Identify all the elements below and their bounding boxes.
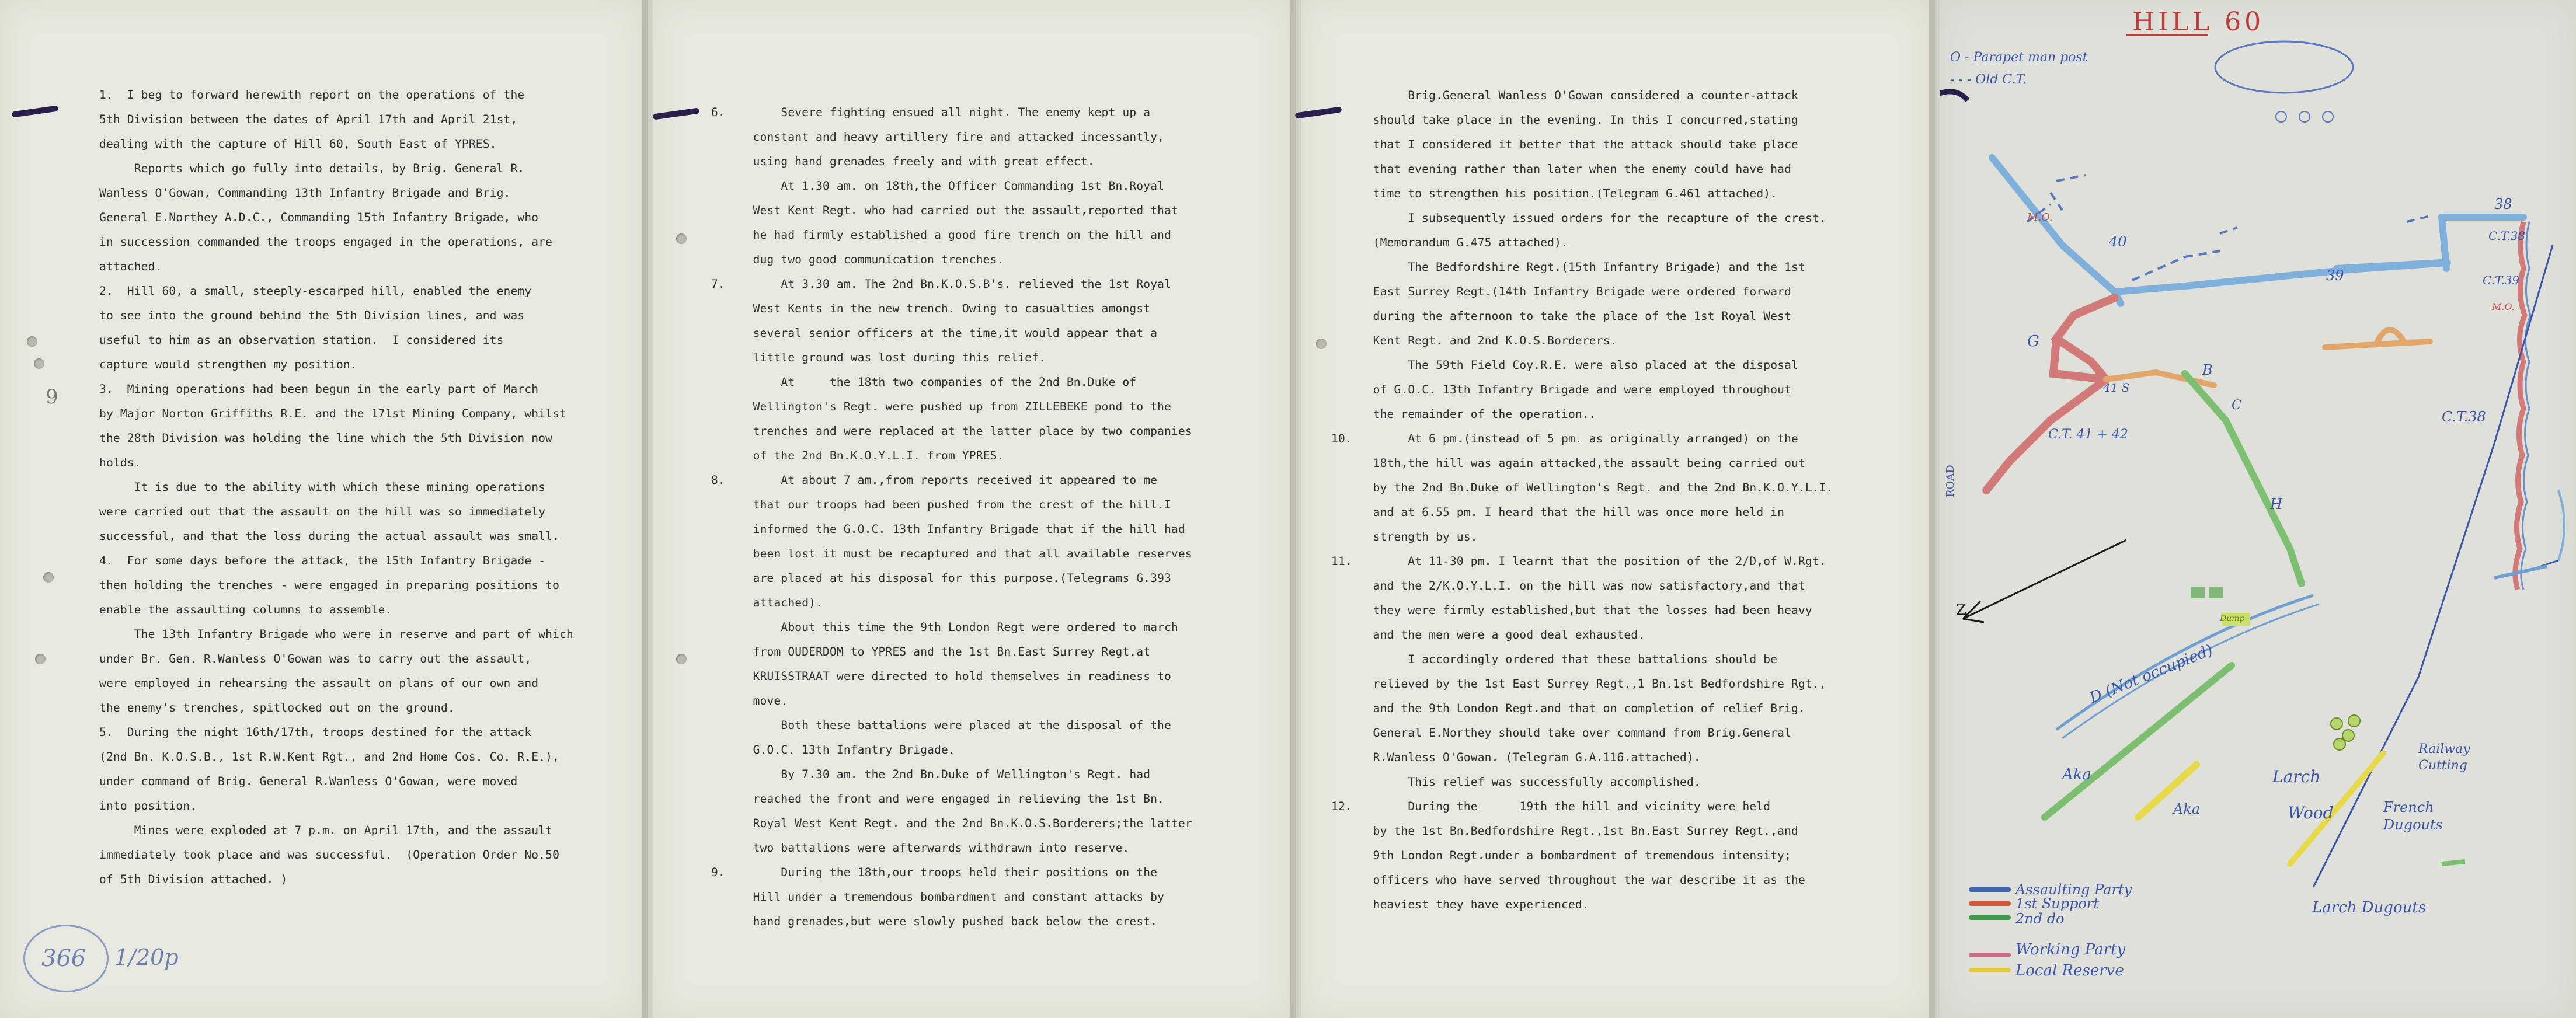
legend-label-2: 2nd do xyxy=(2015,911,2065,927)
typed-line: the remainder of the operation.. xyxy=(1331,407,1596,421)
post-marker xyxy=(2276,111,2286,122)
typed-line: several senior officers at the time,it would appear that a xyxy=(711,326,1158,340)
typed-line: R.Wanless O'Gowan. (Telegram G.A.116.attached). xyxy=(1331,751,1701,764)
label-ct39: C.T.39 xyxy=(2483,273,2520,287)
typed-line: been lost it must be recaptured and that all available reserves xyxy=(711,547,1192,560)
typed-line: and the 9th London Regt.and that on completion of relief Brig. xyxy=(1331,702,1805,715)
typed-line: the enemy's trenches, spitlocked out on the ground. xyxy=(99,701,455,714)
edge-scribble xyxy=(2558,490,2564,560)
typed-line: during the afternoon to take the place of the 1st Royal West xyxy=(1331,309,1792,323)
typed-line: the 28th Division was holding the line which the 5th Division now xyxy=(99,431,553,445)
typed-line: they were firmly established,but that the losses had been heavy xyxy=(1331,604,1812,617)
label-mo-right: M.O. xyxy=(2492,301,2515,312)
typed-line: By 7.30 am. the 2nd Bn.Duke of Wellington's Regt. had xyxy=(711,768,1151,781)
label-c: C xyxy=(2232,398,2241,413)
label-z: Z xyxy=(1956,601,1967,619)
typed-line: of G.O.C. 13th Infantry Brigade and were employed throughout xyxy=(1331,383,1792,396)
crater-outline xyxy=(2215,41,2353,93)
typed-line: Royal West Kent Regt. and the 2nd Bn.K.O.S.Borderers;the latter xyxy=(711,817,1192,830)
typed-line: West Kents in the new trench. Owing to casualties amongst xyxy=(711,302,1151,315)
typed-line: under Br. Gen. R.Wanless O'Gowan was to carry out the assault, xyxy=(99,652,532,665)
typed-line: General E.Northey A.D.C., Commanding 15th Infantry Brigade, who xyxy=(99,211,539,224)
label-aka-2: Aka xyxy=(2173,801,2201,817)
typed-line: Brig.General Wanless O'Gowan considered a counter-attack xyxy=(1331,89,1798,102)
punch-hole xyxy=(1316,339,1327,349)
typed-line: 5th Division between the dates of April 17th and April 21st, xyxy=(99,113,518,126)
typed-line: by the 2nd Bn.Duke of Wellington's Regt. and the 2nd Bn.K.O.Y.L.I. xyxy=(1331,481,1833,494)
label-larch: Larch xyxy=(2272,767,2321,786)
typed-line: Reports which go fully into details, by Brig. General R. xyxy=(99,162,525,175)
typed-line: Mines were exploded at 7 p.m. on April 17th, and the assault xyxy=(99,824,553,837)
dugout-mark xyxy=(2342,730,2354,741)
label-g: G xyxy=(2027,333,2039,350)
label-wood: Wood xyxy=(2288,803,2334,822)
typed-line: officers who have served throughout the war describe it as the xyxy=(1331,873,1805,887)
typed-line: The 13th Infantry Brigade who were in reserve and part of which xyxy=(99,627,573,641)
green-mark xyxy=(2442,862,2465,864)
legend-swatches xyxy=(1971,890,2008,970)
label-french-dugouts: French Dugouts xyxy=(2383,799,2443,833)
typed-line: that I considered it better that the attack should take place xyxy=(1331,138,1798,151)
typed-line: constant and heavy artillery fire and attacked incessantly, xyxy=(711,130,1165,144)
label-ct41-42: C.T. 41 + 42 xyxy=(2048,427,2128,442)
typed-line: Both these battalions were placed at the disposal of the xyxy=(711,719,1172,732)
typed-line: of 5th Division attached. ) xyxy=(99,873,288,886)
label-39: 39 xyxy=(2326,267,2344,284)
post-marker xyxy=(2323,111,2333,122)
typed-line: I accordingly ordered that these battalions should be xyxy=(1331,653,1778,666)
typed-line: by Major Norton Griffiths R.E. and the 171st Mining Company, whilst xyxy=(99,407,566,420)
typed-line: 9. During the 18th,our troops held their positions on the xyxy=(711,866,1158,879)
typed-line: 12. During the 19th the hill and vicinity were held xyxy=(1331,800,1771,813)
typed-line: trenches and were replaced at the latter place by two companies xyxy=(711,424,1192,438)
typed-line: G.O.C. 13th Infantry Brigade. xyxy=(711,743,955,756)
dugout-mark xyxy=(2334,738,2345,750)
typed-line: of the 2nd Bn.K.O.Y.L.I. from YPRES. xyxy=(711,449,1004,462)
typed-line: were carried out that the assault on the hill was so immediately xyxy=(99,505,546,518)
typed-line: East Surrey Regt.(14th Infantry Brigade were ordered forward xyxy=(1331,285,1792,298)
typed-line: 8. At about 7 am.,from reports received it appeared to me xyxy=(711,473,1158,487)
label-b: B xyxy=(2202,362,2213,378)
typed-line: by the 1st Bn.Bedfordshire Regt.,1st Bn.East Surrey Regt.,and xyxy=(1331,824,1798,838)
label-mo-left: M.O. xyxy=(2027,211,2053,224)
typed-line: The Bedfordshire Regt.(15th Infantry Brigade) and the 1st xyxy=(1331,260,1805,274)
typed-line: that our troops had been pushed from the crest of the hill.I xyxy=(711,498,1172,511)
typed-line: 10. At 6 pm.(instead of 5 pm. as originally arranged) on the xyxy=(1331,432,1798,445)
blue-trench xyxy=(1992,158,2526,304)
post-square xyxy=(2209,587,2223,598)
typed-line: The 59th Field Coy.R.E. were also placed at the disposal xyxy=(1331,358,1798,372)
label-38: 38 xyxy=(2494,196,2512,212)
typed-line: were employed in rehearsing the assault on plans of our own and xyxy=(99,677,539,690)
typed-line: from OUDERDOM to YPRES and the 1st Bn.East Surrey Regt.at xyxy=(711,645,1151,658)
typed-line: informed the G.O.C. 13th Infantry Brigade that if the hill had xyxy=(711,522,1185,536)
typed-line: move. xyxy=(711,694,788,707)
typed-line: little ground was lost during this relief. xyxy=(711,351,1046,364)
typed-line: At 1.30 am. on 18th,the Officer Commanding 1st Bn.Royal xyxy=(711,179,1165,193)
typed-line: dug two good communication trenches. xyxy=(711,253,1004,266)
typed-line: useful to him as an observation station. I considered its xyxy=(99,333,504,347)
typed-line: using hand grenades freely and with great effect. xyxy=(711,155,1095,168)
punch-hole xyxy=(27,336,37,347)
typed-line: It is due to the ability with which these mining operations xyxy=(99,480,546,494)
typed-line: Wellington's Regt. were pushed up from ZILLEBEKE pond to the xyxy=(711,400,1172,413)
label-h: H xyxy=(2270,496,2282,513)
page-1-text xyxy=(99,83,573,892)
report-page-3 xyxy=(1301,0,1935,1018)
typed-line: he had firmly established a good fire trench on the hill and xyxy=(711,228,1172,242)
typed-line: immediately took place and was successful. (Operation Order No.50 xyxy=(99,848,560,862)
legend-label-1: 1st Support xyxy=(2015,895,2100,912)
map-legend-top-2: - - - Old C.T. xyxy=(1950,72,2027,87)
red-trench xyxy=(1986,298,2115,490)
typed-line: attached). xyxy=(711,596,823,609)
typed-line: are placed at his disposal for this purpose.(Telegrams G.393 xyxy=(711,571,1172,585)
typed-line: to see into the ground behind the 5th Division lines, and was xyxy=(99,309,525,322)
post-marker xyxy=(2299,111,2310,122)
typed-line: 4. For some days before the attack, the 15th Infantry Brigade - xyxy=(99,554,546,567)
label-aka-1: Aka xyxy=(2062,766,2092,783)
typed-line: 3. Mining operations had been begun in the early part of March xyxy=(99,382,539,396)
typed-line: into position. xyxy=(99,799,197,813)
page-3-text xyxy=(1331,83,1833,917)
typed-line: two battalions were afterwards withdrawn into reserve. xyxy=(711,841,1130,855)
typed-line: Wanless O'Gowan, Commanding 13th Infantry Brigade and Brig. xyxy=(99,186,511,200)
typed-line: 1. I beg to forward herewith report on the operations of the xyxy=(99,88,525,102)
punch-hole xyxy=(676,233,687,244)
dugout-mark xyxy=(2348,715,2360,727)
typed-line: General E.Northey should take over command from Brig.General xyxy=(1331,726,1792,740)
typed-line: KRUISSTRAAT were directed to hold themselves in readiness to xyxy=(711,670,1172,683)
hill-60-sketch-map xyxy=(1940,0,2576,1018)
typed-line: 5. During the night 16th/17th, troops destined for the attack xyxy=(99,726,532,739)
punch-hole xyxy=(43,572,54,583)
binding-tag xyxy=(653,107,700,120)
typed-line: should take place in the evening. In this I concurred,stating xyxy=(1331,113,1798,127)
typed-line: reached the front and were engaged in relieving the 1st Bn. xyxy=(711,792,1165,806)
typed-line: time to strengthen his position.(Telegram G.461 attached). xyxy=(1331,187,1778,200)
typed-line: (Memorandum G.475 attached). xyxy=(1331,236,1568,249)
typed-line: and the 2/K.O.Y.L.I. on the hill was now satisfactory,and that xyxy=(1331,579,1805,592)
typed-line: I subsequently issued orders for the recapture of the crest. xyxy=(1331,211,1826,225)
label-41s: 41 S xyxy=(2103,381,2130,395)
typed-line: 2. Hill 60, a small, steeply-escarped hill, enabled the enemy xyxy=(99,284,532,298)
d-trench-inner xyxy=(2062,604,2319,738)
label-40: 40 xyxy=(2109,233,2127,250)
label-ct38: C.T.38 xyxy=(2488,229,2526,243)
binding-tag xyxy=(12,105,59,117)
archive-stamp-note: 1/20p xyxy=(114,944,179,970)
typed-line: that evening rather than later when the enemy could have had xyxy=(1331,162,1792,176)
typed-line: At the 18th two companies of the 2nd Bn.Duke of xyxy=(711,375,1137,389)
typed-line: and at 6.55 pm. I heard that the hill was once more held in xyxy=(1331,505,1785,519)
typed-line: strength by us. xyxy=(1331,530,1478,543)
typed-line: then holding the trenches - were engaged in preparing positions to xyxy=(99,578,560,592)
typed-line: relieved by the 1st East Surrey Regt.,1 Bn.1st Bedfordshire Rgt., xyxy=(1331,677,1826,691)
typed-line: About this time the 9th London Regt were ordered to march xyxy=(711,620,1178,634)
typed-line: 9th London Regt.under a bombardment of tremendous intensity; xyxy=(1331,849,1792,862)
typed-line: hand grenades,but were slowly pushed back below the crest. xyxy=(711,915,1158,928)
typed-line: Hill under a tremendous bombardment and constant attacks by xyxy=(711,890,1165,904)
typed-line: This relief was successfully accomplished. xyxy=(1331,775,1701,789)
typed-line: holds. xyxy=(99,456,141,469)
dugout-mark xyxy=(2331,718,2342,730)
typed-line: in succession commanded the troops engaged in the operations, are xyxy=(99,235,553,249)
label-road: ROAD xyxy=(1944,465,1957,497)
label-larch-dugouts: Larch Dugouts xyxy=(2312,899,2427,916)
map-legend-top-1: O - Parapet man post xyxy=(1950,50,2088,65)
punch-hole xyxy=(35,654,46,664)
punch-hole xyxy=(34,358,44,369)
typed-line: dealing with the capture of Hill 60, South East of YPRES. xyxy=(99,137,497,151)
punch-hole xyxy=(676,654,687,664)
label-dump: Dump xyxy=(2220,614,2245,623)
north-arrow xyxy=(1963,540,2126,619)
typed-line: successful, and that the loss during the actual assault was small. xyxy=(99,529,560,543)
typed-line: and the men were a good deal exhausted. xyxy=(1331,628,1645,642)
typed-line: West Kent Regt. who had carried out the assault,reported that xyxy=(711,204,1178,217)
sketch-map-drawing xyxy=(1940,0,2576,1018)
typed-line: (2nd Bn. K.O.S.B., 1st R.W.Kent Rgt., and 2nd Home Cos. Co. R.E.), xyxy=(99,750,560,764)
label-railway-cutting: Railway Cutting xyxy=(2418,742,2470,773)
typed-line: Kent Regt. and 2nd K.O.S.Borderers. xyxy=(1331,334,1617,347)
green-trench xyxy=(2185,374,2302,584)
orange-trench xyxy=(2106,330,2430,385)
legend-label-3: Working Party xyxy=(2015,941,2126,958)
report-page-1 xyxy=(0,0,648,1018)
typed-line: 11. At 11-30 pm. I learnt that the position of the 2/D,of W.Rgt. xyxy=(1331,555,1826,568)
margin-mark: 9 xyxy=(46,385,58,409)
legend-label-0: Assaulting Party xyxy=(2015,881,2132,898)
typed-line: heaviest they have experienced. xyxy=(1331,898,1589,911)
binding-tag xyxy=(1940,92,1968,100)
label-ct38-lower: C.T.38 xyxy=(2442,409,2486,425)
typed-line: enable the assaulting columns to assemble. xyxy=(99,603,392,616)
page-2-text xyxy=(711,100,1192,934)
typed-line: 18th,the hill was again attacked,the assault being carried out xyxy=(1331,456,1805,470)
typed-line: capture would strengthen my position. xyxy=(99,358,357,371)
label-d-not-occupied: D (Not occupied) xyxy=(2087,641,2216,707)
typed-line: 6. Severe fighting ensued all night. The enemy kept up a xyxy=(711,106,1151,119)
typed-line: 7. At 3.30 am. The 2nd Bn.K.O.S.B's. relieved the 1st Royal xyxy=(711,277,1172,291)
map-title: HILL 60 xyxy=(2132,7,2265,37)
legend-label-4: Local Reserve xyxy=(2015,962,2124,979)
typed-line: attached. xyxy=(99,260,162,273)
post-square xyxy=(2191,587,2205,598)
typed-line: under command of Brig. General R.Wanless O'Gowan, were moved xyxy=(99,775,518,788)
report-page-2 xyxy=(653,0,1296,1018)
archive-stamp: 366 xyxy=(23,925,109,992)
